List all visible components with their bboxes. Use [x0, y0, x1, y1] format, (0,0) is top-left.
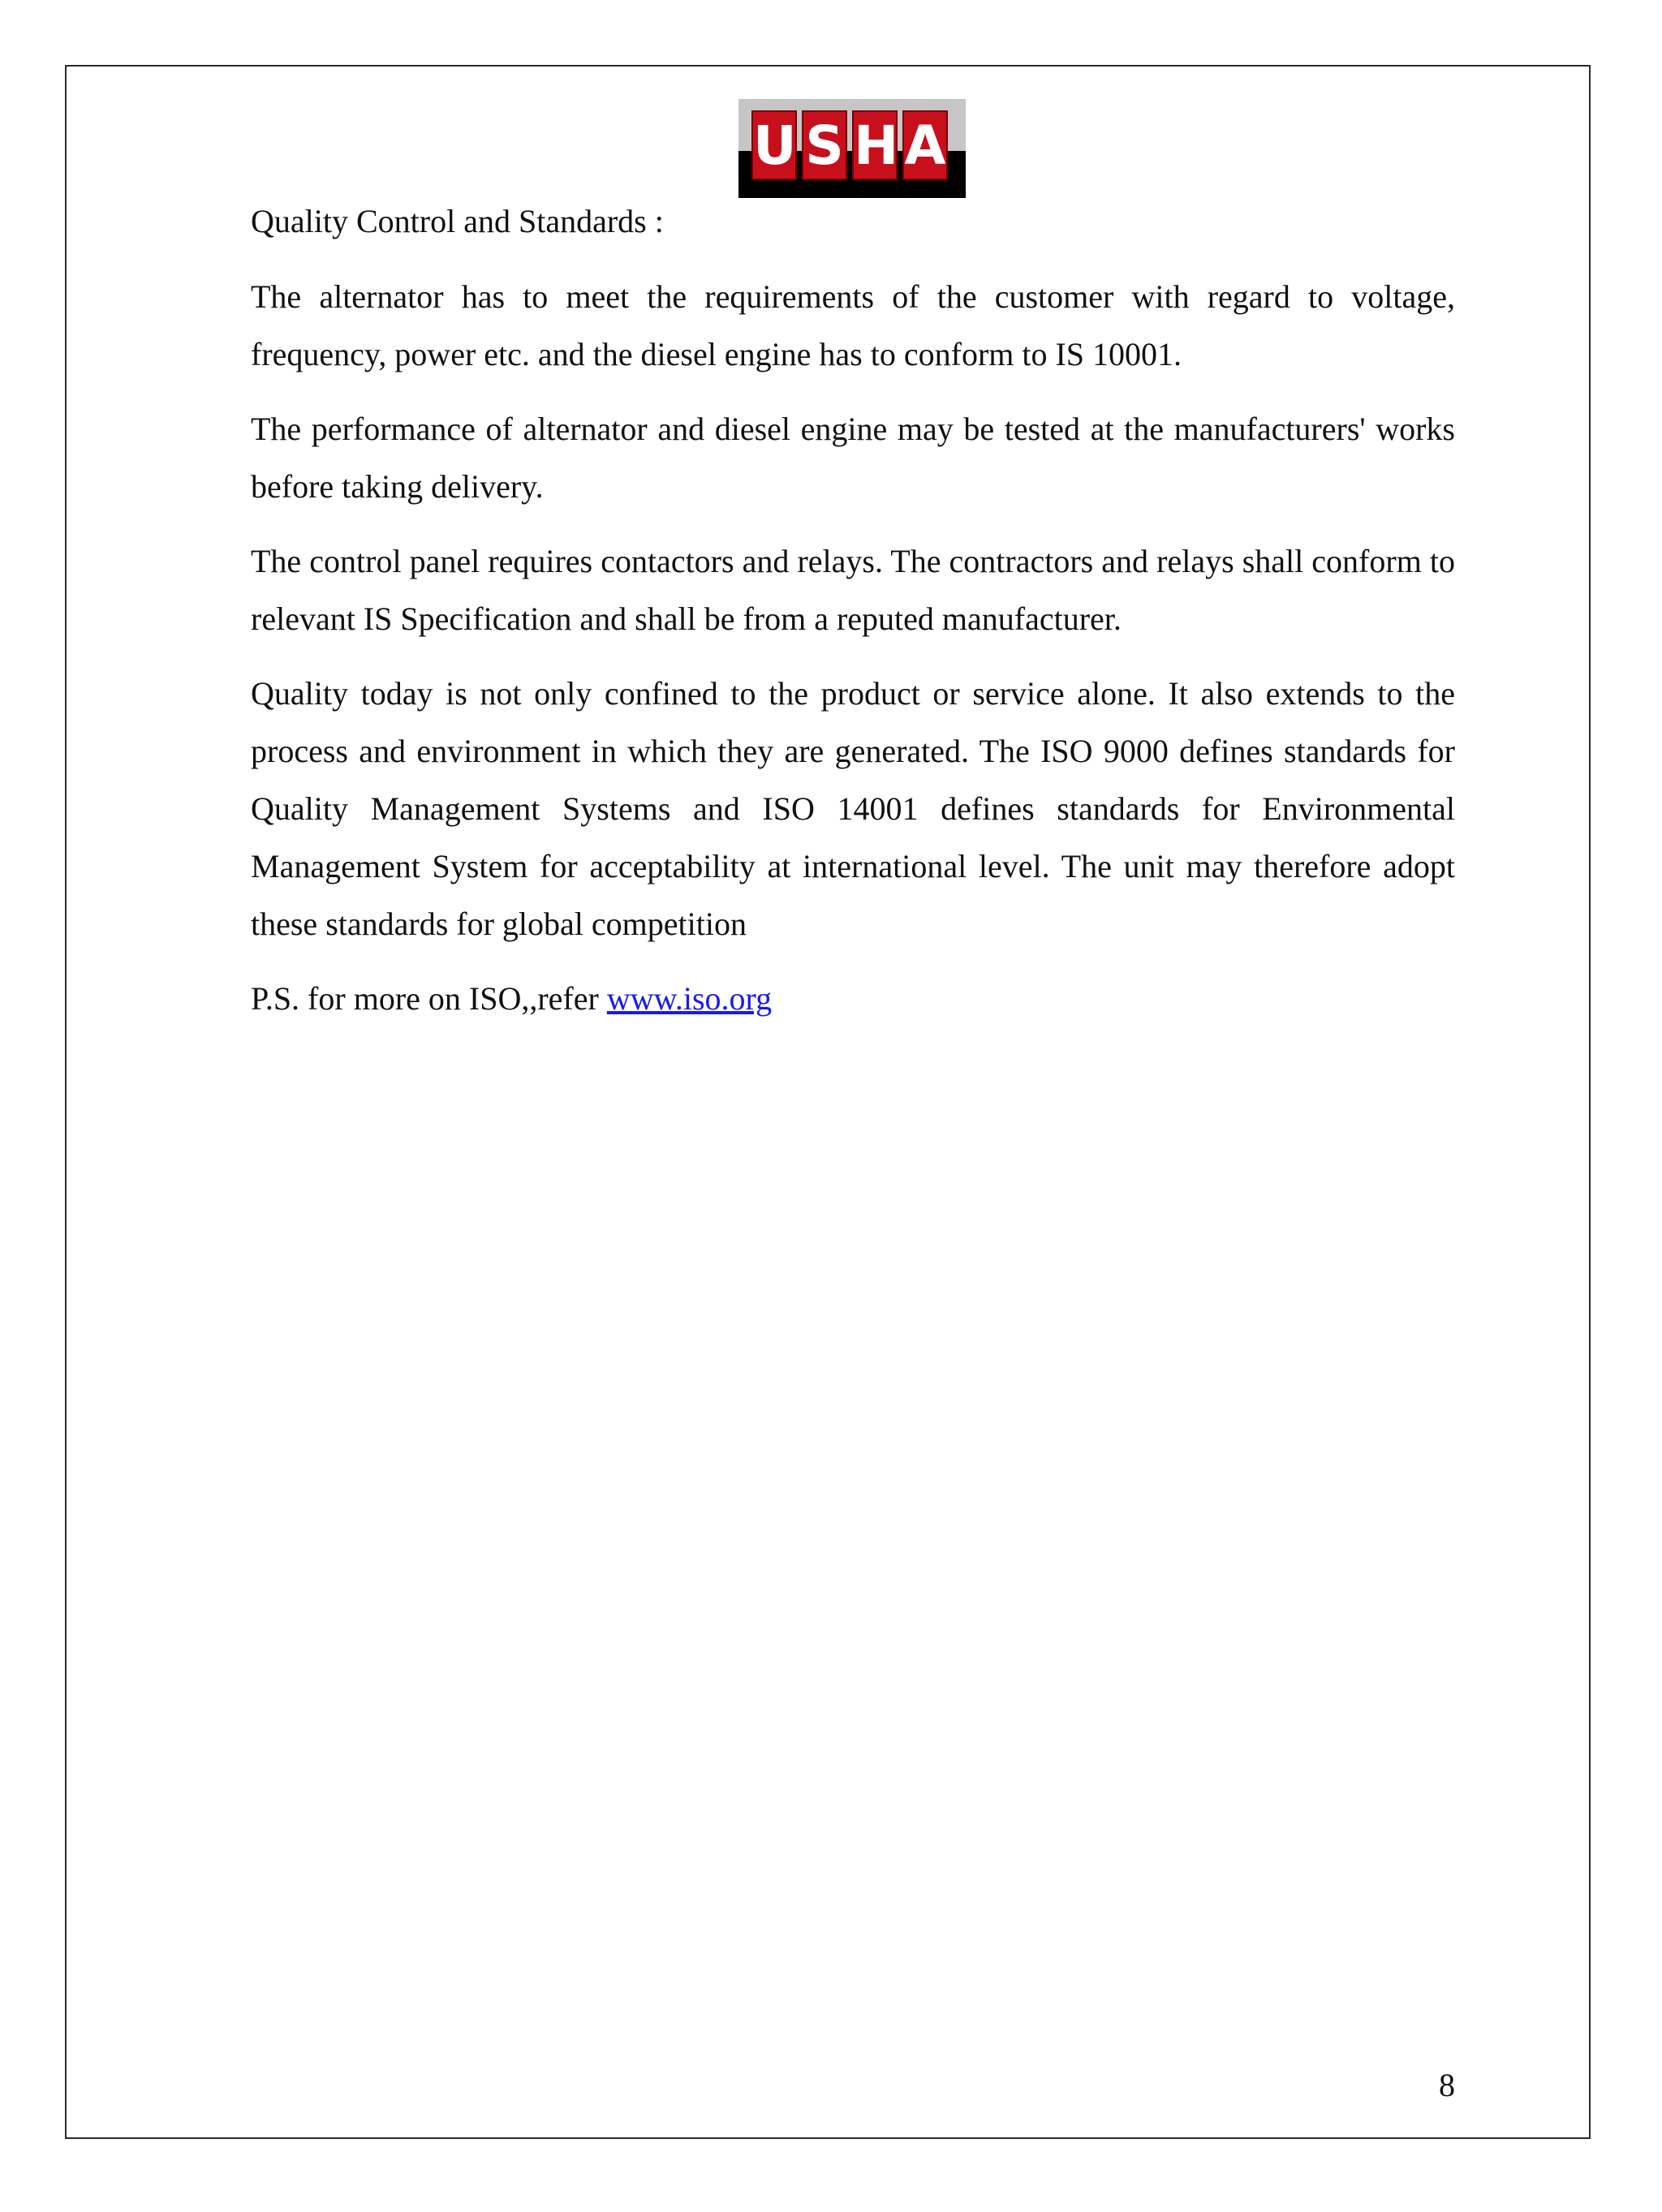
paragraph-performance: The performance of alternator and diesel engine may be tested at the manufacturers' works before taking delivery. — [251, 411, 1455, 505]
logo-letter-h: H — [852, 110, 898, 180]
logo-letters — [751, 110, 948, 180]
logo-letter-s: S — [802, 110, 847, 180]
page-number: 8 — [1439, 2067, 1455, 2103]
section-heading: Quality Control and Standards : — [251, 203, 664, 239]
paragraph-control-panel: The control panel requires contactors and relays. The contractors and relays shall conform to relevant IS Specification and shall be from a reputed manufacturer. — [251, 543, 1455, 637]
paragraph-quality: Quality today is not only confined to the product or service alone. It also extends to the process and environment in which they are generated. The ISO 9000 defines standards for Quality Management Systems and ISO 14001 defines standards for Environmental Management System for acceptability at international level. The unit may therefore adopt these standards for global competition — [251, 675, 1455, 942]
ps-note — [251, 970, 1455, 1027]
usha-logo — [738, 99, 966, 198]
paragraph-alternator: The alternator has to meet the requirements of the customer with regard to voltage, frequency, power etc. and the diesel engine has to conform to IS 10001. — [251, 278, 1455, 372]
logo-letter-a: A — [902, 110, 948, 180]
iso-link[interactable]: www.iso.org — [606, 980, 773, 1017]
document-body — [251, 193, 1455, 1027]
ps-text: P.S. for more on ISO,,refer — [251, 980, 607, 1017]
logo-letter-u: U — [751, 110, 797, 180]
